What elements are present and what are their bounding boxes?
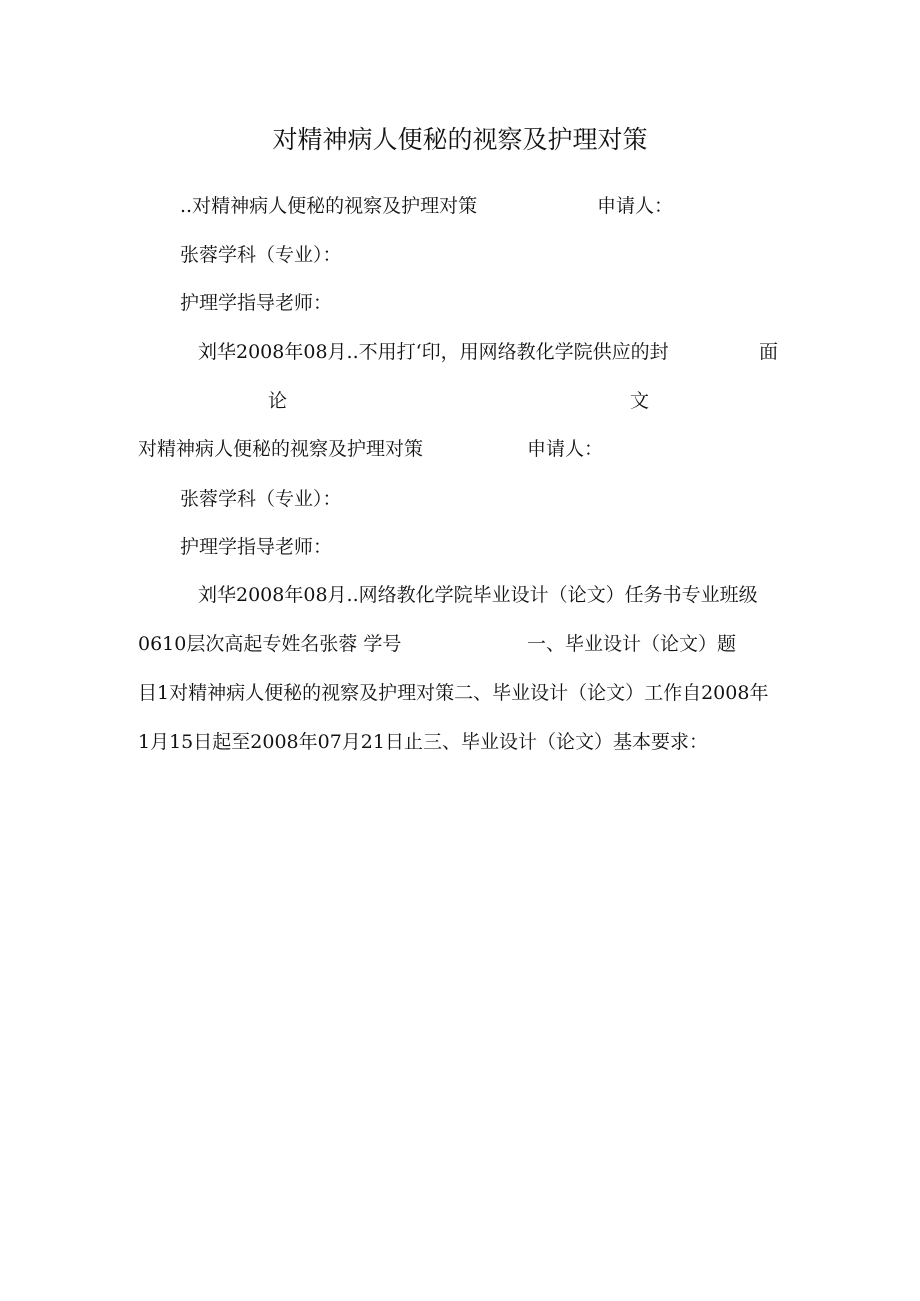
cover1-advisor-line: 护理学指导老师： bbox=[180, 292, 333, 314]
cover2-student-info-line: 0610层次高起专姓名张蓉 学号 bbox=[138, 633, 402, 655]
cover1-applicant-label: 申请人： bbox=[597, 195, 674, 217]
cover2-task-line: 刘华2008年08月..网络教化学院毕业设计（论文）任务书专业班级 bbox=[198, 584, 758, 606]
cover2-title-line: 对精神病人便秘的视察及护理对策 bbox=[138, 438, 424, 460]
cover1-title-line: ..对精神病人便秘的视察及护理对策 bbox=[180, 195, 478, 217]
cover1-date-line: 刘华2008年08月..不用打‘印，用网络教化学院供应的封 bbox=[198, 341, 669, 363]
cover1-thesis-char-1: 论 bbox=[268, 390, 288, 412]
cover1-discipline-line: 张蓉学科（专业）： bbox=[180, 244, 342, 266]
cover2-applicant-label: 申请人： bbox=[527, 438, 604, 460]
cover2-advisor-line: 护理学指导老师： bbox=[180, 536, 333, 558]
document-title: 对精神病人便秘的视察及护理对策 bbox=[272, 125, 648, 154]
cover2-topic-heading: 一、毕业设计（论文）题 bbox=[527, 633, 737, 655]
cover2-topic-line: 目1对精神病人便秘的视察及护理对策二、毕业设计（论文）工作自2008年 bbox=[138, 682, 769, 704]
cover1-date-line-end: 面 bbox=[759, 341, 779, 363]
cover2-schedule-line: 1月15日起至2008年07月21日止三、毕业设计（论文）基本要求： bbox=[138, 731, 708, 753]
cover1-thesis-char-2: 文 bbox=[630, 390, 650, 412]
cover2-discipline-line: 张蓉学科（专业）： bbox=[180, 488, 342, 510]
